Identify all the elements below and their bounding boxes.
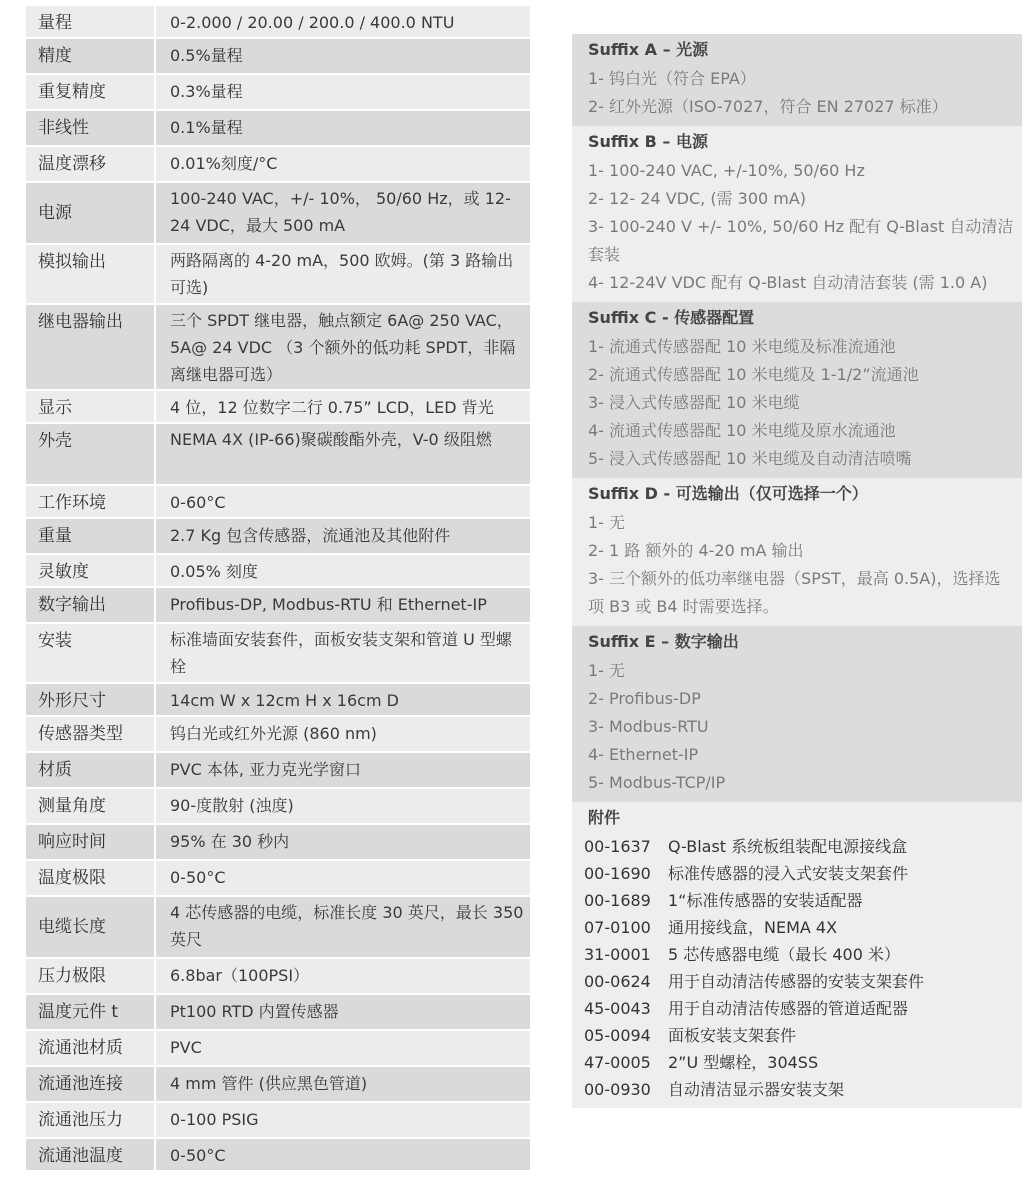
suffix-option: 3- 浸入式传感器配 10 米电缆: [588, 393, 800, 412]
spec-label: 流通池温度: [26, 1139, 156, 1170]
accessory-item: [584, 1022, 1014, 1049]
spec-value: 0-60°C: [170, 493, 226, 512]
suffix-section: [572, 126, 1022, 302]
spec-row: [26, 39, 530, 75]
accessory-desc: 用于自动清洁传感器的管道适配器: [668, 999, 909, 1018]
accessory-item: [584, 860, 1014, 887]
options-panel: [572, 34, 1022, 1108]
accessory-code: 00-0624: [584, 972, 651, 991]
suffix-option: 2- Profibus-DP: [588, 689, 701, 708]
accessory-item: [584, 968, 1014, 995]
spec-label: 流通池压力: [26, 1103, 156, 1137]
spec-value: 0.1%量程: [170, 118, 243, 137]
spec-label: 显示: [26, 391, 156, 422]
suffix-option: 4- 流通式传感器配 10 米电缆及原水流通池: [588, 421, 896, 440]
spec-row: [26, 1139, 530, 1172]
spec-label: 精度: [26, 39, 156, 73]
spec-value: 100-240 VAC，+/- 10%， 50/60 Hz，或 12-24 VDC，最大 500 mA: [170, 189, 511, 235]
spec-value: 14cm W x 12cm H x 16cm D: [170, 691, 399, 710]
spec-value: 95% 在 30 秒内: [170, 832, 290, 851]
spec-value: 0.05% 刻度: [170, 562, 258, 581]
spec-value: 钨白光或红外光源 (860 nm): [170, 724, 377, 743]
accessory-code: 47-0005: [584, 1053, 651, 1072]
spec-row: [26, 111, 530, 147]
spec-label: 传感器类型: [26, 717, 156, 751]
spec-label: 重量: [26, 519, 156, 553]
spec-row: [26, 684, 530, 717]
suffix-option: 5- 浸入式传感器配 10 米电缆及自动清洁喷嘴: [588, 449, 912, 468]
accessory-desc: 通用接线盒，NEMA 4X: [668, 918, 838, 937]
accessory-item: [584, 1049, 1014, 1076]
suffix-option: 3- Modbus-RTU: [588, 717, 709, 736]
spec-label: 压力极限: [26, 959, 156, 993]
spec-value: 6.8bar（100PSI）: [170, 966, 310, 985]
accessory-desc: 面板安装支架套件: [668, 1026, 797, 1045]
spec-label: 数字输出: [26, 588, 156, 622]
spec-label: 测量角度: [26, 789, 156, 823]
spec-label: 量程: [26, 6, 156, 37]
spec-row: [26, 825, 530, 861]
suffix-option: 2- 红外光源（ISO-7027，符合 EN 27027 标准）: [588, 97, 948, 116]
suffix-option: 1- 钨白光（符合 EPA）: [588, 69, 756, 88]
accessory-item: [584, 833, 1014, 860]
accessory-desc: 标准传感器的浸入式安装支架套件: [668, 864, 909, 883]
spec-value: 4 mm 管件 (供应黑色管道): [170, 1074, 368, 1093]
accessory-item: [584, 1076, 1014, 1103]
suffix-option: 2- 12- 24 VDC, (需 300 mA): [588, 189, 807, 208]
spec-row: [26, 555, 530, 588]
spec-row: [26, 753, 530, 789]
spec-label: 外形尺寸: [26, 684, 156, 715]
spec-value: Pt100 RTD 内置传感器: [170, 1002, 339, 1021]
accessory-desc: Q-Blast 系统板组装配电源接线盒: [668, 837, 908, 856]
spec-value: 0.01%刻度/°C: [170, 154, 278, 173]
suffix-section: [572, 302, 1022, 478]
suffix-option: 3- 三个额外的低功率继电器（SPST，最高 0.5A)，选择选项 B3 或 B4 时需要选择。: [588, 569, 1001, 616]
suffix-option: 1- 无: [588, 661, 626, 680]
spec-label: 模拟输出: [26, 245, 156, 303]
accessory-item: [584, 995, 1014, 1022]
spec-row: [26, 245, 530, 305]
spec-value: 0.3%量程: [170, 82, 243, 101]
suffix-title: Suffix D - 可选输出（仅可选择一个）: [588, 484, 868, 503]
suffix-option: 3- 100-240 V +/- 10%, 50/60 Hz 配有 Q-Blast 自动清洁套装: [588, 217, 1014, 264]
accessory-code: 31-0001: [584, 945, 651, 964]
spec-row: [26, 789, 530, 825]
suffix-option: 4- Ethernet-IP: [588, 745, 699, 764]
spec-label: 流通池材质: [26, 1031, 156, 1065]
spec-value: 两路隔离的 4-20 mA，500 欧姆。(第 3 路输出可选): [170, 251, 514, 297]
spec-row: [26, 861, 530, 897]
suffix-option: 2- 流通式传感器配 10 米电缆及 1-1/2”流通池: [588, 365, 919, 384]
suffix-option: 1- 流通式传感器配 10 米电缆及标准流通池: [588, 337, 896, 356]
accessory-desc: 用于自动清洁传感器的安装支架套件: [668, 972, 925, 991]
spec-value: NEMA 4X (IP-66)聚碳酸酯外壳，V-0 级阻燃: [170, 430, 492, 449]
suffix-option: 1- 100-240 VAC, +/-10%, 50/60 Hz: [588, 161, 865, 180]
spec-row: [26, 424, 530, 486]
spec-row: [26, 717, 530, 753]
spec-label: 材质: [26, 753, 156, 787]
spec-row: [26, 624, 530, 684]
spec-row: [26, 305, 530, 391]
accessory-code: 00-1637: [584, 837, 651, 856]
accessory-desc: 2”U 型螺栓，304SS: [668, 1053, 819, 1072]
spec-label: 安装: [26, 624, 156, 682]
suffix-title: Suffix A – 光源: [588, 40, 709, 59]
spec-row: [26, 995, 530, 1031]
accessories-title: 附件: [588, 808, 621, 827]
suffix-option: 5- Modbus-TCP/IP: [588, 773, 726, 792]
accessory-code: 07-0100: [584, 918, 651, 937]
spec-label: 重复精度: [26, 75, 156, 109]
spec-row: [26, 75, 530, 111]
spec-label: 非线性: [26, 111, 156, 145]
spec-row: [26, 519, 530, 555]
spec-value: 90-度散射 (浊度): [170, 796, 294, 815]
spec-label: 温度极限: [26, 861, 156, 895]
spec-row: [26, 391, 530, 424]
suffix-section: [572, 478, 1022, 626]
spec-value: 2.7 Kg 包含传感器，流通池及其他附件: [170, 526, 451, 545]
spec-row: [26, 1067, 530, 1103]
spec-value: 0.5%量程: [170, 46, 243, 65]
spec-label: 灵敏度: [26, 555, 156, 586]
spec-value: 4 位，12 位数字二行 0.75” LCD，LED 背光: [170, 398, 494, 417]
spec-value: Profibus-DP, Modbus-RTU 和 Ethernet-IP: [170, 595, 487, 614]
accessory-item: [584, 914, 1014, 941]
spec-label: 工作环境: [26, 486, 156, 517]
suffix-title: Suffix E – 数字输出: [588, 632, 739, 651]
suffix-title: Suffix C - 传感器配置: [588, 308, 755, 327]
suffix-option: 4- 12-24V VDC 配有 Q-Blast 自动清洁套装 (需 1.0 A): [588, 273, 988, 292]
accessory-desc: 1“标准传感器的安装适配器: [668, 891, 863, 910]
spec-row: [26, 486, 530, 519]
spec-label: 流通池连接: [26, 1067, 156, 1101]
spec-value: 4 芯传感器的电缆，标准长度 30 英尺，最长 350 英尺: [170, 903, 524, 949]
accessory-code: 05-0094: [584, 1026, 651, 1045]
spec-value: 0-100 PSIG: [170, 1110, 259, 1129]
suffix-section: [572, 626, 1022, 802]
accessory-item: [584, 941, 1014, 968]
spec-value: PVC 本体, 亚力克光学窗口: [170, 760, 362, 779]
spec-value: 0-2.000 / 20.00 / 200.0 / 400.0 NTU: [170, 13, 455, 32]
spec-row: [26, 897, 530, 959]
accessories-section: [572, 802, 1022, 1108]
spec-label: 外壳: [26, 424, 156, 484]
spec-label: 响应时间: [26, 825, 156, 859]
spec-row: [26, 588, 530, 624]
accessory-desc: 自动清洁显示器安装支架: [668, 1080, 845, 1099]
spec-row: [26, 147, 530, 183]
spec-row: [26, 183, 530, 245]
spec-table: [26, 6, 530, 1172]
spec-label: 电缆长度: [26, 897, 156, 957]
accessory-item: [584, 887, 1014, 914]
spec-row: [26, 1103, 530, 1139]
suffix-title: Suffix B – 电源: [588, 132, 708, 151]
spec-value: 三个 SPDT 继电器，触点额定 6A@ 250 VAC，5A@ 24 VDC （3 个额外的低功耗 SPDT，非隔离继电器可选）: [170, 311, 516, 384]
spec-label: 温度元件 t: [26, 995, 156, 1029]
accessory-desc: 5 芯传感器电缆（最长 400 米）: [668, 945, 900, 964]
spec-row: [26, 1031, 530, 1067]
accessory-code: 00-1689: [584, 891, 651, 910]
accessory-code: 00-1690: [584, 864, 651, 883]
spec-value: 0-50°C: [170, 1146, 226, 1165]
spec-label: 继电器输出: [26, 305, 156, 389]
accessory-code: 45-0043: [584, 999, 651, 1018]
spec-label: 电源: [26, 183, 156, 243]
spec-value: 标准墙面安装套件，面板安装支架和管道 U 型螺栓: [170, 630, 512, 676]
suffix-option: 2- 1 路 额外的 4-20 mA 输出: [588, 541, 804, 560]
accessory-code: 00-0930: [584, 1080, 651, 1099]
spec-value: PVC: [170, 1038, 202, 1057]
spec-row: [26, 959, 530, 995]
suffix-section: [572, 34, 1022, 126]
spec-row: [26, 6, 530, 39]
spec-value: 0-50°C: [170, 868, 226, 887]
suffix-option: 1- 无: [588, 513, 626, 532]
spec-label: 温度漂移: [26, 147, 156, 181]
